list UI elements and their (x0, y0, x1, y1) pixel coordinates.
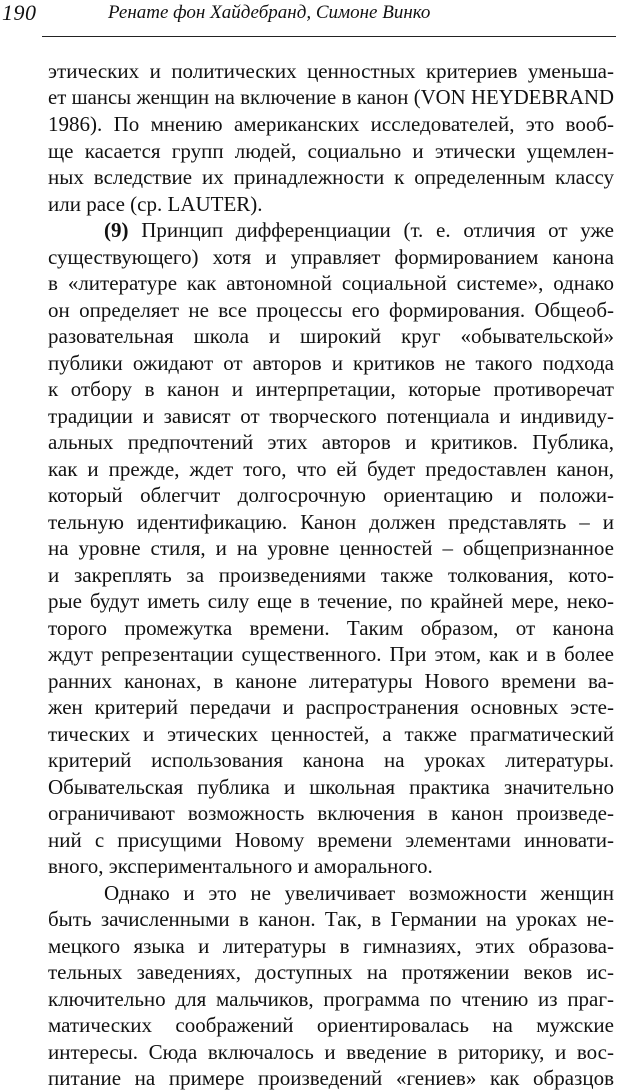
body-text (48, 58, 614, 1092)
text-line: Однако и это не увеличивает возможности женщин (104, 880, 614, 905)
text-line: и закреплять за произведениями также толкования, кото- (48, 562, 614, 587)
text-line: матических соображений ориентировалась на мужские (48, 1013, 614, 1037)
text-line: Обывательская публика и школьная практика значительно (48, 774, 614, 799)
text-line: жен критерий передачи и распространения основных эсте- (48, 695, 614, 719)
page-number: 190 (2, 0, 37, 25)
text-line: как и прежде, ждет того, что ей будет предоставлен канон, (48, 456, 614, 481)
text-line: питание на примере произведений «гениев» как образцов (48, 1066, 614, 1090)
text-line: вного, экспериментального и аморального. (48, 854, 433, 878)
text-line: на уровне стиля, и на уровне ценностей – общепризнанное (48, 536, 614, 560)
text-line: торого промежутка времени. Таким образом, от канона (48, 615, 614, 640)
text-line: тических и этических ценностей, а также прагматический (48, 721, 614, 746)
text-line: этических и политических ценностных критериев уменьша- (48, 59, 614, 83)
paragraph (48, 58, 614, 217)
text-line: критерий использования канона на уроках литературы. (48, 748, 614, 772)
header-rule (42, 36, 616, 37)
text-line: публики ожидают от авторов и критиков не такого подхода (48, 350, 614, 375)
text-line: интересы. Сюда включалось и введение в риторику, и вос- (48, 1039, 614, 1064)
running-title: Ренате фон Хайдебранд, Симоне Винко (108, 2, 431, 23)
text-line: ключительно для мальчиков, программа по чтению из праг- (48, 986, 614, 1011)
text-line: к отбору в канон и интерпретации, которые противоречат (48, 377, 614, 401)
text-line-content: ет шансы женщин на включение в канон (VON HEYDEBRAND (48, 86, 614, 109)
text-line: ограничивают возможность включения в канон произведе- (48, 801, 614, 825)
text-line: мецкого языка и литературы в гимназиях, этих образова- (48, 933, 614, 958)
text-line: традиции и зависят от творческого потенциала и индивиду- (48, 403, 614, 428)
text-line: тельную идентификацию. Канон должен представлять – и (48, 509, 614, 534)
text-line (48, 85, 614, 112)
text-line: ждут репрезентации существенного. При этом, как и в более (48, 642, 614, 666)
text-line-content: Принцип дифференциации (т. е. отличия от уже (128, 218, 614, 242)
text-line: быть зачисленными в канон. Так, в Германии на уроках не- (48, 907, 614, 931)
text-line: существующего) хотя и управляет формированием канона (48, 244, 614, 269)
text-line (48, 217, 614, 244)
text-line: альных предпочтений этих авторов и критиков. Публика, (48, 430, 614, 454)
text-line: 1986). По мнению американских исследователей, это вооб- (48, 112, 614, 136)
paragraph-9 (48, 217, 614, 880)
text-line: рые будут иметь силу еще в течение, по крайней мере, неко- (48, 589, 614, 613)
paragraph (48, 880, 614, 1092)
page-header (0, 0, 620, 40)
paragraph-number: (9) (104, 218, 129, 242)
text-line: который облегчит долгосрочную ориентацию и положи- (48, 483, 614, 507)
text-line: ранних канонах, в каноне литературы Нового времени ва- (48, 668, 614, 693)
text-line: разовательная школа и широкий круг «обывательской» (48, 324, 614, 348)
text-line: в «литературе как автономной социальной системе», однако (48, 271, 614, 295)
text-line: он определяет не все процессы его формирования. Общеоб- (48, 297, 614, 322)
text-line: ний с присущими Новому времени элементами инновати- (48, 827, 614, 852)
text-line: ных вследствие их принадлежности к определенным классу (48, 165, 614, 189)
text-line: или расе (ср. LAUTER). (48, 191, 263, 216)
text-line: тельных заведениях, доступных на протяжении веков ис- (48, 960, 614, 984)
text-line: ще касается групп людей, социально и этически ущемлен- (48, 138, 614, 163)
